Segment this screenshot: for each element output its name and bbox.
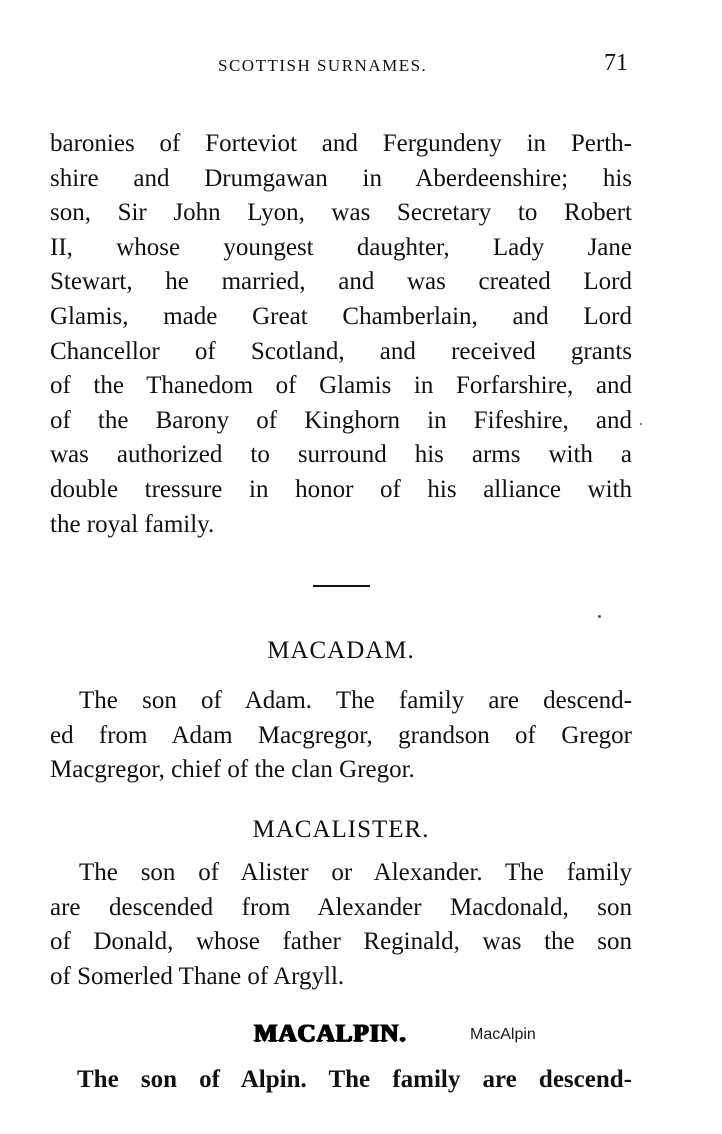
text-line: baronies of Forteviot and Fergundeny in Perth-: [50, 130, 632, 157]
text-line: II, whose youngest daughter, Lady Jane: [50, 233, 632, 261]
text-line: the royal family.: [50, 510, 215, 538]
heading-macalpin: MACALPIN.: [254, 1020, 407, 1047]
text-line: are descended from Alexander Macdonald, son: [50, 893, 632, 921]
text-line: of Donald, whose father Reginald, was the son: [50, 928, 632, 956]
text-line: Stewart, he married, and was created Lord: [50, 268, 632, 296]
text-line: was authorized to surround his arms with a: [50, 441, 632, 469]
text-line: The son of Alister or Alexander. The family: [79, 859, 632, 886]
text-line: Macgregor, chief of the clan Gregor.: [50, 756, 415, 784]
text-line: The son of Adam. The family are descend-: [79, 687, 632, 714]
paragraph-macalister: [50, 856, 632, 994]
heading-macadam: MACADAM.: [267, 637, 415, 664]
print-speck: [598, 615, 601, 618]
paragraph-macadam: [50, 684, 632, 788]
heading-macalister: MACALISTER.: [252, 816, 430, 843]
text-line: shire and Drumgawan in Aberdeenshire; his: [50, 164, 632, 192]
text-line: Glamis, made Great Chamberlain, and Lord: [50, 302, 632, 330]
section-divider: [313, 585, 370, 587]
print-speck: [640, 423, 642, 425]
running-head: [50, 50, 632, 80]
text-line: ed from Adam Macgregor, grandson of Gregor: [50, 721, 632, 749]
text-line: Chancellor of Scotland, and received grants: [50, 337, 632, 365]
text-line: of Somerled Thane of Argyll.: [50, 962, 345, 990]
text-line: double tressure in honor of his alliance with: [50, 475, 632, 503]
text-line: son, Sir John Lyon, was Secretary to Robert: [50, 199, 632, 227]
page-number: 71: [604, 50, 628, 76]
typed-annotation: MacAlpin: [470, 1026, 536, 1043]
paragraph-macalpin-first-line: The son of Alpin. The family are descend-: [77, 1066, 632, 1093]
intro-paragraph: [50, 127, 632, 542]
text-line: of the Thanedom of Glamis in Forfarshire, and: [50, 372, 632, 400]
running-title: SCOTTISH SURNAMES.: [218, 56, 428, 75]
text-line: of the Barony of Kinghorn in Fifeshire, and: [50, 406, 632, 434]
